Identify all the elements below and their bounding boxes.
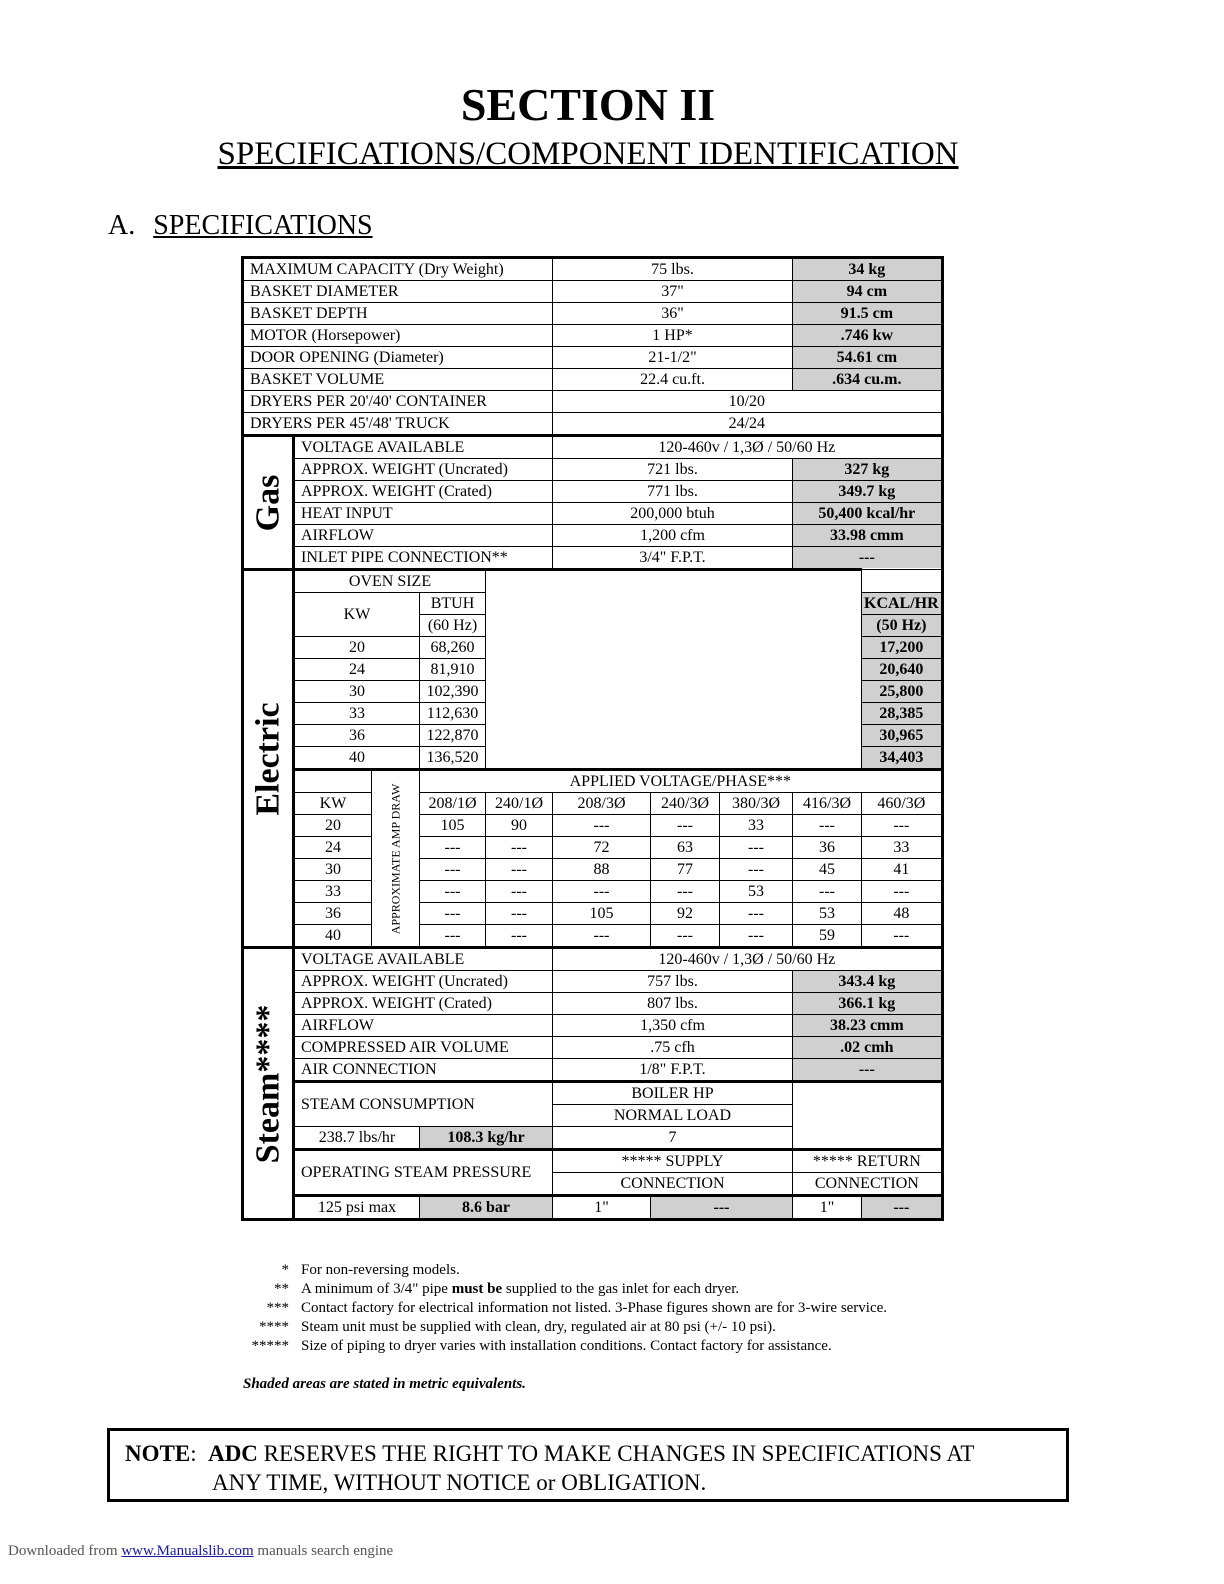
electric-section-label [244, 570, 294, 948]
spec-label: MAXIMUM CAPACITY (Dry Weight) [244, 259, 553, 281]
table-row [244, 1150, 942, 1173]
spec-metric-value: 91.5 cm [793, 303, 942, 325]
amp-value: --- [793, 815, 862, 837]
kw-header: KW [294, 793, 372, 815]
btuh-header: BTUH [420, 593, 486, 615]
amp-kw: 20 [294, 815, 372, 837]
table-row [244, 436, 942, 459]
oven-kw: 24 [294, 659, 420, 681]
amp-value: --- [553, 815, 651, 837]
amp-value: --- [720, 837, 793, 859]
table-row [244, 369, 942, 391]
spec-label: AIRFLOW [294, 1015, 553, 1037]
amp-kw: 33 [294, 881, 372, 903]
btuh-header-sub: (60 Hz) [420, 615, 486, 637]
amp-value: --- [486, 837, 553, 859]
oven-kw: 33 [294, 703, 420, 725]
oven-kcal: 17,200 [862, 637, 942, 659]
spec-label: VOLTAGE AVAILABLE [294, 948, 553, 971]
table-row [244, 525, 942, 547]
note-prefix: NOTE [125, 1441, 191, 1466]
table-row [244, 503, 942, 525]
phase-header: 240/1Ø [486, 793, 553, 815]
spec-label: AIR CONNECTION [294, 1059, 553, 1082]
table-row [244, 815, 942, 837]
amp-value: --- [486, 903, 553, 925]
spec-metric-value: 94 cm [793, 281, 942, 303]
oven-btuh: 112,630 [420, 703, 486, 725]
amp-value: 88 [553, 859, 651, 881]
oven-kcal: 25,800 [862, 681, 942, 703]
phase-header: 416/3Ø [793, 793, 862, 815]
table-row [244, 1196, 942, 1219]
table-row [244, 1059, 942, 1082]
oven-kcal: 20,640 [862, 659, 942, 681]
amp-value: --- [720, 925, 793, 948]
specifications-table [243, 258, 942, 1219]
spec-metric-value: .746 kw [793, 325, 942, 347]
gas-section-label-text: Gas [249, 474, 287, 531]
phase-header: 208/1Ø [420, 793, 486, 815]
boiler-header: BOILER HP [553, 1082, 793, 1105]
note-box: NOTE: ADC RESERVES THE RIGHT TO MAKE CHANGES IN SPECIFICATIONS AT ANY TIME, WITHOUT NOTICE or OBLIGATION. [107, 1428, 1069, 1502]
kcal-header-sub: (50 Hz) [862, 615, 942, 637]
spec-label: STEAM CONSUMPTION [294, 1082, 553, 1127]
amp-value: 45 [793, 859, 862, 881]
pressure-us: 125 psi max [294, 1196, 420, 1219]
spec-metric-value: 349.7 kg [793, 481, 942, 503]
spec-label: DRYERS PER 20'/40' CONTAINER [244, 391, 553, 413]
return-header: ***** RETURN [793, 1150, 942, 1173]
spec-label: COMPRESSED AIR VOLUME [294, 1037, 553, 1059]
amp-value: --- [862, 815, 942, 837]
note-brand: ADC [208, 1441, 258, 1466]
footnote: * For non-reversing models. [281, 1262, 460, 1278]
supply-header: ***** SUPPLY [553, 1150, 793, 1173]
oven-kw: 20 [294, 637, 420, 659]
amp-kw: 40 [294, 925, 372, 948]
spec-label: DOOR OPENING (Diameter) [244, 347, 553, 369]
note-line1: RESERVES THE RIGHT TO MAKE CHANGES IN SPECIFICATIONS AT [257, 1441, 975, 1466]
gas-section-label [244, 436, 294, 570]
spec-metric-value: .634 cu.m. [793, 369, 942, 391]
amp-value: 90 [486, 815, 553, 837]
table-row [244, 837, 942, 859]
spec-label: VOLTAGE AVAILABLE [294, 436, 553, 459]
consumption-us: 238.7 lbs/hr [294, 1127, 420, 1150]
spec-us-value: 75 lbs. [553, 259, 793, 281]
spec-metric-value: 38.23 cmm [793, 1015, 942, 1037]
spec-label: HEAT INPUT [294, 503, 553, 525]
section-marker: A. [108, 210, 136, 241]
amp-value: --- [420, 859, 486, 881]
amp-value: 53 [793, 903, 862, 925]
amp-value: --- [420, 881, 486, 903]
supply-metric: --- [651, 1196, 793, 1219]
shaded-areas-note: Shaded areas are stated in metric equivalents. [243, 1376, 526, 1392]
oven-btuh: 136,520 [420, 747, 486, 770]
spec-us-value: 22.4 cu.ft. [553, 369, 793, 391]
supply-us: 1" [553, 1196, 651, 1219]
amp-value: --- [553, 881, 651, 903]
page-title: SECTION II [460, 79, 716, 130]
oven-btuh: 102,390 [420, 681, 486, 703]
footnotes [243, 1261, 887, 1356]
blank-cell [793, 1082, 942, 1150]
return-header-sub: CONNECTION [793, 1173, 942, 1196]
table-row [244, 881, 942, 903]
spec-us-value: 1 HP* [553, 325, 793, 347]
spec-us-value: 1,350 cfm [553, 1015, 793, 1037]
spec-label: INLET PIPE CONNECTION** [294, 547, 553, 570]
oven-kw: 30 [294, 681, 420, 703]
amp-value: --- [651, 815, 720, 837]
spec-us-value: 1,200 cfm [553, 525, 793, 547]
section-heading [108, 210, 373, 242]
blank-cell [294, 770, 372, 793]
amp-value: 53 [720, 881, 793, 903]
kw-header: KW [294, 593, 420, 637]
amp-kw: 36 [294, 903, 372, 925]
table-row [244, 325, 942, 347]
amp-value: --- [862, 925, 942, 948]
phase-header: 240/3Ø [651, 793, 720, 815]
oven-btuh: 68,260 [420, 637, 486, 659]
table-row [244, 1037, 942, 1059]
amp-value: --- [420, 925, 486, 948]
kcal-header: KCAL/HR [862, 593, 942, 615]
spec-label: APPROX. WEIGHT (Crated) [294, 993, 553, 1015]
table-row [244, 770, 942, 793]
steam-section-label [244, 948, 294, 1219]
oven-btuh: 81,910 [420, 659, 486, 681]
amp-draw-label [372, 770, 420, 948]
spec-us-value: .75 cfh [553, 1037, 793, 1059]
amp-value: --- [486, 925, 553, 948]
boiler-value: 7 [553, 1127, 793, 1150]
footnote: ***** Size of piping to dryer varies with installation conditions. Contact factory for assistance. [251, 1338, 832, 1354]
oven-kcal: 28,385 [862, 703, 942, 725]
spec-label: APPROX. WEIGHT (Uncrated) [294, 459, 553, 481]
spec-label: APPROX. WEIGHT (Crated) [294, 481, 553, 503]
download-footer: Downloaded from www.Manualslib.com manuals search engine [8, 1543, 394, 1559]
amp-draw-label-text: APPROXIMATE AMP DRAW [388, 783, 402, 934]
spec-us-value: 757 lbs. [553, 971, 793, 993]
spec-us-value: 21-1/2" [553, 347, 793, 369]
amp-value: --- [720, 903, 793, 925]
note-line2: ANY TIME, WITHOUT NOTICE or OBLIGATION. [212, 1470, 707, 1495]
table-row [244, 971, 942, 993]
amp-value: 92 [651, 903, 720, 925]
spec-metric-value: 366.1 kg [793, 993, 942, 1015]
oven-size-header: OVEN SIZE [294, 570, 486, 593]
electric-section-label-text: Electric [249, 701, 287, 816]
amp-value: --- [651, 881, 720, 903]
spec-label: BASKET DIAMETER [244, 281, 553, 303]
spec-metric-value: 54.61 cm [793, 347, 942, 369]
amp-kw: 24 [294, 837, 372, 859]
table-row [244, 948, 942, 971]
table-row [244, 547, 942, 570]
spec-metric-value: .02 cmh [793, 1037, 942, 1059]
table-row [244, 303, 942, 325]
table-row [244, 347, 942, 369]
amp-value: --- [420, 903, 486, 925]
spec-us-value: 36" [553, 303, 793, 325]
spec-value: 120-460v / 1,3Ø / 50/60 Hz [553, 948, 942, 971]
table-row [244, 481, 942, 503]
table-row [244, 993, 942, 1015]
phase-header: 460/3Ø [862, 793, 942, 815]
spec-value: 120-460v / 1,3Ø / 50/60 Hz [553, 436, 942, 459]
amp-value: 77 [651, 859, 720, 881]
table-row [244, 925, 942, 948]
phase-header: 380/3Ø [720, 793, 793, 815]
spec-us-value: 37" [553, 281, 793, 303]
amp-value: --- [420, 837, 486, 859]
spec-metric-value: 34 kg [793, 259, 942, 281]
applied-voltage-header: APPLIED VOLTAGE/PHASE*** [420, 770, 942, 793]
oven-kw: 36 [294, 725, 420, 747]
amp-value: --- [651, 925, 720, 948]
oven-kw: 40 [294, 747, 420, 770]
amp-value: 33 [720, 815, 793, 837]
amp-value: 105 [420, 815, 486, 837]
spec-value: 24/24 [553, 413, 942, 436]
spec-metric-value: --- [793, 1059, 942, 1082]
spec-us-value: 807 lbs. [553, 993, 793, 1015]
amp-value: 33 [862, 837, 942, 859]
steam-section-label-text: Steam**** [249, 1004, 287, 1163]
amp-value: 36 [793, 837, 862, 859]
footnote: **** Steam unit must be supplied with clean, dry, regulated air at 80 psi (+/- 10 psi). [259, 1319, 776, 1335]
amp-value: --- [862, 881, 942, 903]
return-metric: --- [862, 1196, 942, 1219]
footnote: ** A minimum of 3/4" pipe must be supplied to the gas inlet for each dryer. [274, 1281, 740, 1297]
page-subtitle: SPECIFICATIONS/COMPONENT IDENTIFICATION [217, 136, 959, 172]
boiler-header-sub: NORMAL LOAD [553, 1105, 793, 1127]
table-row [244, 259, 942, 281]
spec-metric-value: 33.98 cmm [793, 525, 942, 547]
supply-header-sub: CONNECTION [553, 1173, 793, 1196]
footnote: *** Contact factory for electrical information not listed. 3-Phase figures shown are for 3-wire service. [266, 1300, 888, 1316]
return-us: 1" [793, 1196, 862, 1219]
table-row [244, 1082, 942, 1105]
table-row [244, 459, 942, 481]
spec-value: 10/20 [553, 391, 942, 413]
section-label: SPECIFICATIONS [153, 210, 373, 241]
manualslib-link[interactable]: www.Manualslib.com [121, 1543, 254, 1559]
table-row [244, 413, 942, 436]
table-row [244, 281, 942, 303]
spec-label: BASKET DEPTH [244, 303, 553, 325]
amp-value: 59 [793, 925, 862, 948]
amp-value: --- [486, 881, 553, 903]
table-row [244, 570, 942, 593]
spec-us-value: 721 lbs. [553, 459, 793, 481]
spec-us-value: 1/8" F.P.T. [553, 1059, 793, 1082]
spec-label: MOTOR (Horsepower) [244, 325, 553, 347]
amp-value: 41 [862, 859, 942, 881]
table-row [244, 391, 942, 413]
table-row [244, 793, 942, 815]
amp-value: --- [720, 859, 793, 881]
oven-btuh: 122,870 [420, 725, 486, 747]
table-row [244, 903, 942, 925]
amp-kw: 30 [294, 859, 372, 881]
amp-value: 48 [862, 903, 942, 925]
spec-label: AIRFLOW [294, 525, 553, 547]
blank-cell [486, 570, 862, 770]
spec-label: DRYERS PER 45'/48' TRUCK [244, 413, 553, 436]
spec-us-value: 3/4" F.P.T. [553, 547, 793, 570]
oven-kcal: 30,965 [862, 725, 942, 747]
amp-value: 72 [553, 837, 651, 859]
spec-metric-value: 343.4 kg [793, 971, 942, 993]
consumption-metric: 108.3 kg/hr [420, 1127, 553, 1150]
amp-value: --- [553, 925, 651, 948]
spec-label: BASKET VOLUME [244, 369, 553, 391]
amp-value: --- [486, 859, 553, 881]
spec-metric-value: 327 kg [793, 459, 942, 481]
pressure-metric: 8.6 bar [420, 1196, 553, 1219]
spec-label: OPERATING STEAM PRESSURE [294, 1150, 553, 1196]
amp-value: --- [793, 881, 862, 903]
table-row [244, 1015, 942, 1037]
spec-us-value: 200,000 btuh [553, 503, 793, 525]
phase-header: 208/3Ø [553, 793, 651, 815]
spec-us-value: 771 lbs. [553, 481, 793, 503]
table-row [244, 859, 942, 881]
spec-metric-value: 50,400 kcal/hr [793, 503, 942, 525]
spec-metric-value: --- [793, 547, 942, 570]
oven-kcal: 34,403 [862, 747, 942, 770]
amp-value: 105 [553, 903, 651, 925]
spec-label: APPROX. WEIGHT (Uncrated) [294, 971, 553, 993]
amp-value: 63 [651, 837, 720, 859]
